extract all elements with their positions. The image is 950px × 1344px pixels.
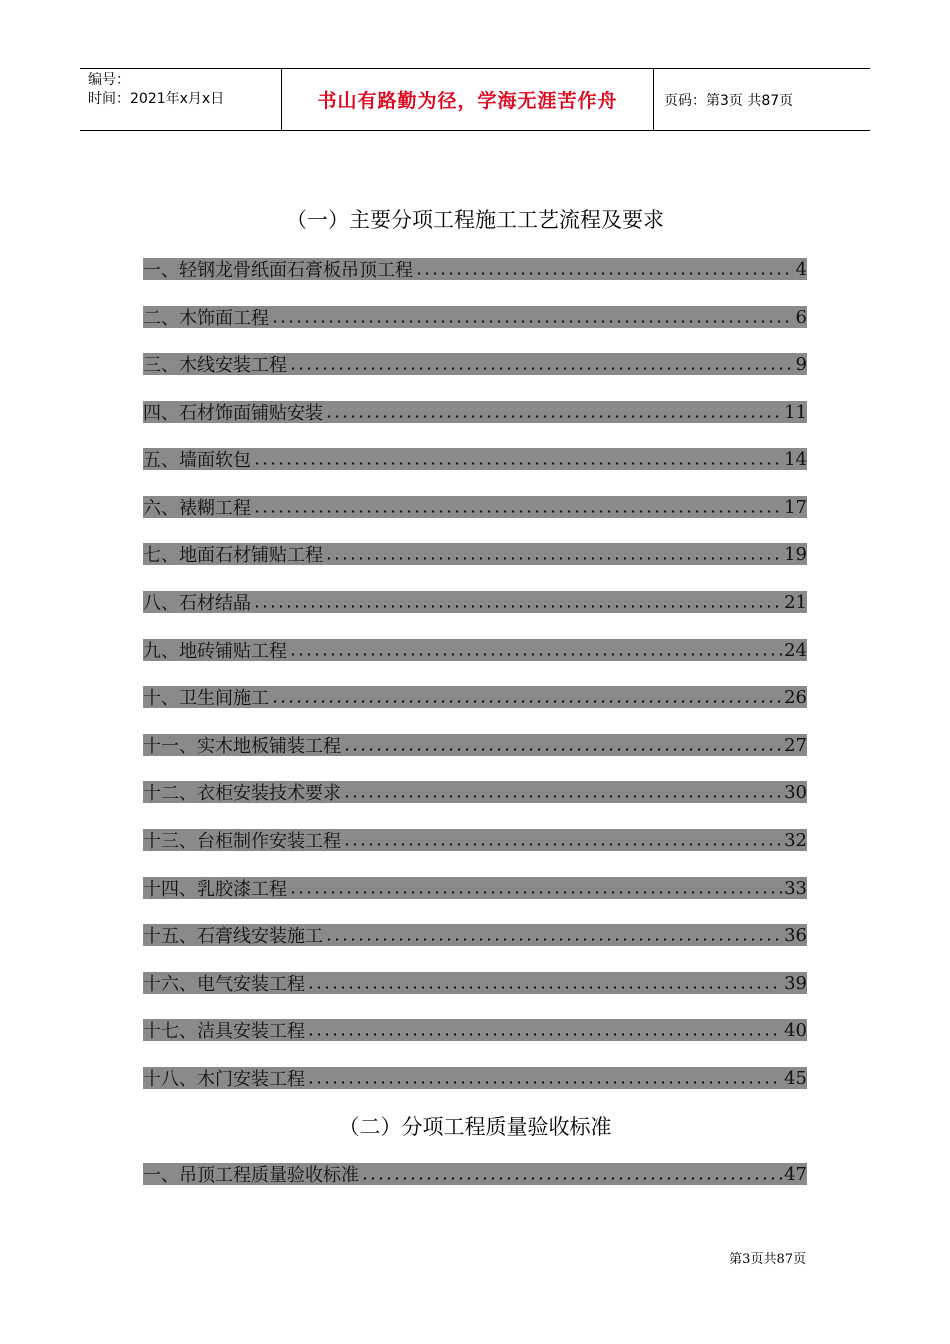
toc-entry-title: 十三、台柜制作安装工程 [143,831,341,851]
toc-entry[interactable] [143,686,807,708]
header-motto: 书山有路勤为径，学海无涯苦作舟 [317,90,618,112]
toc-entry-page: 32 [784,829,807,851]
toc-leader-dots [271,700,782,703]
toc-entry-title: 六、裱糊工程 [143,498,251,518]
toc-entry-page: 45 [784,1067,807,1089]
toc-entry-title: 十四、乳胶漆工程 [143,879,287,899]
toc-entry[interactable] [143,924,807,946]
toc-entry-title: 八、石材结晶 [143,593,251,613]
toc-entry[interactable] [143,972,807,994]
header-page-cell [654,69,870,130]
toc-entry-page: 11 [784,401,807,423]
toc-entry[interactable] [143,306,807,328]
toc-leader-dots [343,843,782,846]
toc-leader-dots [289,367,794,370]
toc-leader-dots [253,510,782,513]
toc-entry-page: 21 [784,591,807,613]
toc-entry-title: 一、吊顶工程质量验收标准 [143,1165,359,1185]
toc-entry-title: 三、木线安装工程 [143,355,287,375]
toc-entry-page: 36 [784,924,807,946]
header-motto-cell [282,69,654,130]
toc-entry-title: 十二、衣柜安装技术要求 [143,783,341,803]
toc-leader-dots [253,462,782,465]
toc-leader-dots [325,415,782,418]
toc-entry[interactable] [143,829,807,851]
toc-entry-page: 9 [795,353,807,375]
toc-entry-title: 五、墙面软包 [143,450,251,470]
toc-entry-title: 四、石材饰面铺贴安装 [143,403,323,423]
section-2-title: （二）分项工程质量验收标准 [338,1115,612,1139]
toc-entry-title: 十五、石膏线安装施工 [143,926,323,946]
toc-entry[interactable] [143,496,807,518]
toc-leader-dots [289,653,782,656]
toc-entry-page: 26 [784,686,807,708]
toc-entry-title: 十一、实木地板铺装工程 [143,736,341,756]
toc-entry[interactable] [143,353,807,375]
toc-entry-page: 33 [784,877,807,899]
toc-entry-page: 19 [784,543,807,565]
toc-leader-dots [325,557,782,560]
toc-entry[interactable] [143,591,807,613]
toc-entry-page: 14 [784,448,807,470]
toc-leader-dots [307,1081,782,1084]
toc-leader-dots [343,748,782,751]
toc-entry-page: 17 [784,496,807,518]
toc-entry[interactable] [143,734,807,756]
toc-entry-page: 30 [784,781,807,803]
toc-entry[interactable] [143,258,807,280]
toc-entry-title: 十七、洁具安装工程 [143,1021,305,1041]
toc-entry-title: 一、轻钢龙骨纸面石膏板吊顶工程 [143,260,413,280]
header-left-cell [80,69,282,130]
toc-entry-page: 39 [784,972,807,994]
toc-entry[interactable] [143,1019,807,1041]
toc-leader-dots [415,272,794,275]
toc-entry-title: 九、地砖铺贴工程 [143,641,287,661]
toc-entry-title: 十八、木门安装工程 [143,1069,305,1089]
toc-entry[interactable] [143,543,807,565]
toc-entry-page: 27 [784,734,807,756]
toc-leader-dots [289,891,782,894]
toc-entry-title: 十、卫生间施工 [143,688,269,708]
toc-entry[interactable] [143,448,807,470]
toc-entry-title: 二、木饰面工程 [143,308,269,328]
toc-entry-page: 40 [784,1019,807,1041]
toc-entry[interactable] [143,1163,807,1185]
toc-entry[interactable] [143,877,807,899]
page-header [80,68,870,131]
toc-entry-page: 6 [795,306,807,328]
toc-entry[interactable] [143,1067,807,1089]
toc-leader-dots [271,320,794,323]
toc-entry[interactable] [143,401,807,423]
toc-entry-page: 47 [784,1163,807,1185]
toc-leader-dots [307,986,782,989]
page-footer: 第3页共87页 [729,1252,806,1267]
toc-entry-title: 七、地面石材铺贴工程 [143,545,323,565]
toc-leader-dots [343,795,782,798]
number-label: 编号： [88,72,130,88]
time-label: 时间：2021年x月x日 [88,91,225,107]
toc-entry[interactable] [143,639,807,661]
toc-entry[interactable] [143,781,807,803]
toc-entry-title: 十六、电气安装工程 [143,974,305,994]
toc-entry-page: 24 [784,639,807,661]
toc-leader-dots [253,605,782,608]
toc-leader-dots [325,938,782,941]
header-page-info: 页码：第3页 共87页 [664,92,794,109]
toc-leader-dots [361,1177,782,1180]
toc-leader-dots [307,1033,782,1036]
toc-entry-page: 4 [795,258,807,280]
section-1-title: （一）主要分项工程施工工艺流程及要求 [286,208,664,232]
